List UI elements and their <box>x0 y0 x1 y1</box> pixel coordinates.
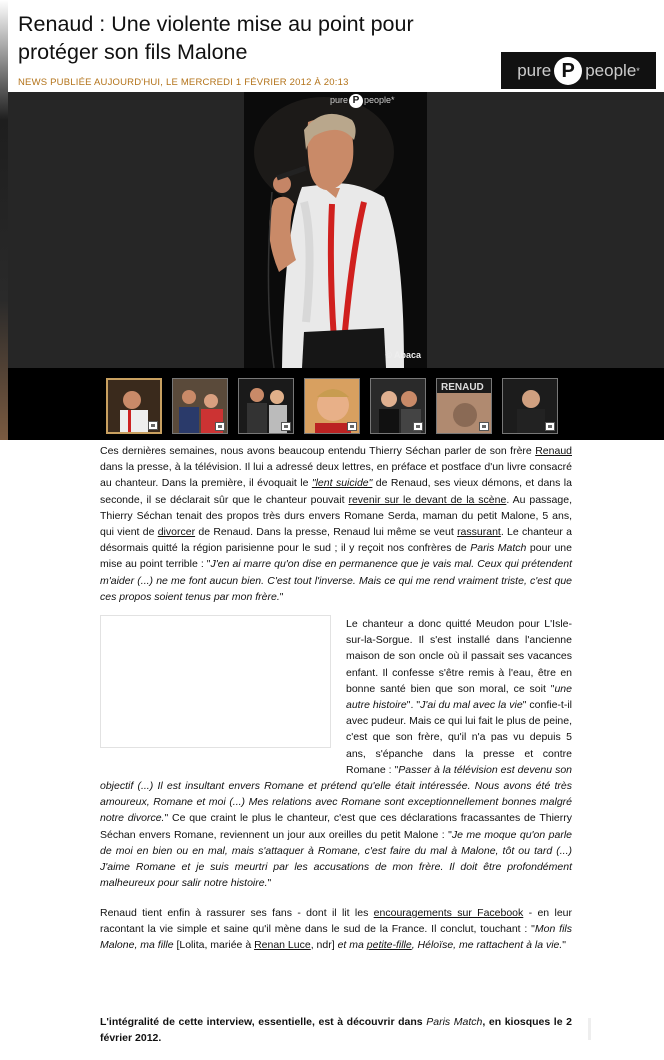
paragraph-2 <box>100 616 572 891</box>
watermark-text-people: people <box>364 95 392 105</box>
thumb-6[interactable] <box>436 378 492 434</box>
photo-watermark <box>330 94 395 108</box>
text: [Lolita, mariée à <box>176 939 255 952</box>
gallery-photo-icon <box>479 422 489 431</box>
paragraph-4-conclusion <box>100 1014 572 1046</box>
text: Ces dernières semaines, nous avons beaucoup entendu Thierry Séchan parler de son frère <box>100 445 536 457</box>
gallery-photo-icon <box>215 422 225 431</box>
gallery-photo-icon <box>347 422 357 431</box>
watermark-star: * <box>391 95 395 105</box>
logo-text-pure: pure <box>517 60 552 80</box>
main-photo[interactable] <box>244 92 427 368</box>
gallery-photo-icon <box>148 421 158 430</box>
thumb-4[interactable] <box>304 378 360 434</box>
purepeople-logo[interactable] <box>501 52 656 89</box>
link-text: "lent suicide" <box>311 477 373 490</box>
thumb-5[interactable] <box>370 378 426 434</box>
logo-text-people: people <box>585 60 637 80</box>
text: L'intégralité de cette interview, essentielle, est à découvrir dans <box>100 1016 427 1028</box>
article-header <box>8 0 664 92</box>
text: de Renaud. Dans la presse, Renaud lui même se veut <box>195 526 458 539</box>
singer-photo-illustration <box>244 92 427 368</box>
text: " <box>279 590 284 603</box>
text: ". " <box>406 699 421 712</box>
link-renaud[interactable]: Renaud <box>535 445 572 457</box>
watermark-text-pure: pure <box>330 95 349 105</box>
text: . Le chanteur a désormais quitté la région parisienne pour le sud ; il y reçoit nos confrères de <box>100 526 572 555</box>
paragraph-3 <box>100 905 572 954</box>
text: , ndr] <box>310 939 338 952</box>
text: " <box>267 877 272 890</box>
text: . Au passage, Thierry Séchan tenait des propos très durs envers Romane Serda, maman du petit Malone, 5 ans, qui vient de <box>100 493 572 539</box>
text: de Renaud, ses vieux démons, et dans la seconde, il se déclarait sûr que le chanteur pouvait <box>100 477 572 506</box>
text: " <box>562 939 567 952</box>
gallery-thumbnails <box>8 368 664 440</box>
quote: Passer à la télévision est devenu son objectif (...) Il est insultant envers Romane et prétend qu'elle était intéressée. Nous avons été très amoureux, Romane et moi (...) Mes relations avec Romane sont exceptionnellement bonnes malgré notre divorce. <box>100 763 573 825</box>
logo-star: * <box>636 65 640 76</box>
quote: et ma <box>337 939 367 952</box>
gallery-photo-icon <box>545 422 555 431</box>
text: Le chanteur a donc quitté Meudon pour L'Isle-sur-la-Sorgue. Il s'est installé dans l'ancienne maison de son oncle où il passait ses vacances enfant. Il confesse s'être remis à l'eau, être en bonne santé bien que son moral, ce soit " <box>346 618 572 695</box>
article-dateline: NEWS PUBLIÉE AUJOURD'HUI, LE MERCREDI 1 FÉVRIER 2012 À 20:13 <box>18 77 349 88</box>
link-divorcer[interactable]: divorcer <box>157 526 196 539</box>
text: Renaud tient enfin à rassurer ses fans - dont il lit les <box>100 907 374 919</box>
link-petite-fille[interactable] <box>367 939 412 951</box>
article-title: Renaud : Une violente mise au point pour protéger son fils Malone <box>18 12 414 64</box>
page-edge-strip <box>0 0 8 440</box>
photo-copyright: © Abaca <box>385 350 421 360</box>
quote: Je me moque qu'on parle de moi en bien ou en mal, mais s'attaquer à Romane, c'est faire du mal à Malone, tôt ou tard (...) J'aime Romane et je suis meurtri par les accusations de mon frère. Il doit être profondément malheureux pour salir notre histoire. <box>100 828 572 890</box>
link-facebook[interactable]: encouragements sur Facebook <box>373 907 524 919</box>
text: pour une mise au point terrible : " <box>100 542 572 571</box>
publication-name: Paris Match <box>470 542 527 555</box>
link-text: petite-fille <box>366 939 412 952</box>
thumb-3[interactable] <box>238 378 294 434</box>
link-rassurant[interactable]: rassurant <box>457 526 501 539</box>
link-lent-suicide[interactable] <box>312 477 373 489</box>
quote: J'en ai marre qu'on dise en permanence que je vais mal. Ceux qui prétendent m'aider (...) ne me font aucun bien. C'est tout l'inverse. Mais ce qui me rend vraiment triste, c'est que ces propos soient tenus par mon frère. <box>100 558 572 603</box>
thumb-1[interactable] <box>106 378 162 434</box>
quote: Mon fils Malone, ma fille <box>100 923 572 952</box>
thumb-2[interactable] <box>172 378 228 434</box>
text: " Ce que craint le plus le chanteur, c'est que ces déclarations fracassantes de Thierry Séchan envers Romane, reviennent un jour aux oreilles du petit Malone : " <box>100 812 572 841</box>
quote: J'ai du mal avec la vie <box>420 699 523 712</box>
gallery-photo-icon <box>281 422 291 431</box>
gallery-photo-icon <box>413 422 423 431</box>
text: " confie-t-il avec pudeur. Mais ce qui lui fait le plus de peine, c'est que son frère, qu'il n'a pas vu depuis 5 ans, s'épanche dans la presse et contre Romane : " <box>346 699 573 776</box>
watermark-p-icon: P <box>349 94 363 108</box>
photo-viewer <box>8 92 664 368</box>
quote: une autre histoire <box>346 682 572 712</box>
text: , en kiosques le 2 février 2012. <box>100 1016 572 1045</box>
thumb-6-caption: RENAUD <box>441 382 484 393</box>
publication-name: Paris Match <box>426 1016 483 1028</box>
quote: , Héloïse, me rattachent à la vie. <box>411 939 563 952</box>
link-renan-luce[interactable]: Renan Luce <box>254 939 311 952</box>
thumb-7[interactable] <box>502 378 558 434</box>
paragraph-1 <box>100 443 572 605</box>
text: dans la presse, à la télévision. Il lui a adressé deux lettres, en préface et postface d'un livre consacré au chanteur. Dans la première, il évoquait le <box>100 461 572 490</box>
page-edge-mark <box>588 1018 591 1040</box>
link-devant-scene[interactable]: revenir sur le devant de la scène <box>348 493 507 506</box>
text: - en leur racontant la vie simple et saine qu'il mène dans le sud de la France. Il conclut, touchant : " <box>100 907 572 936</box>
logo-p-icon: P <box>554 57 582 85</box>
